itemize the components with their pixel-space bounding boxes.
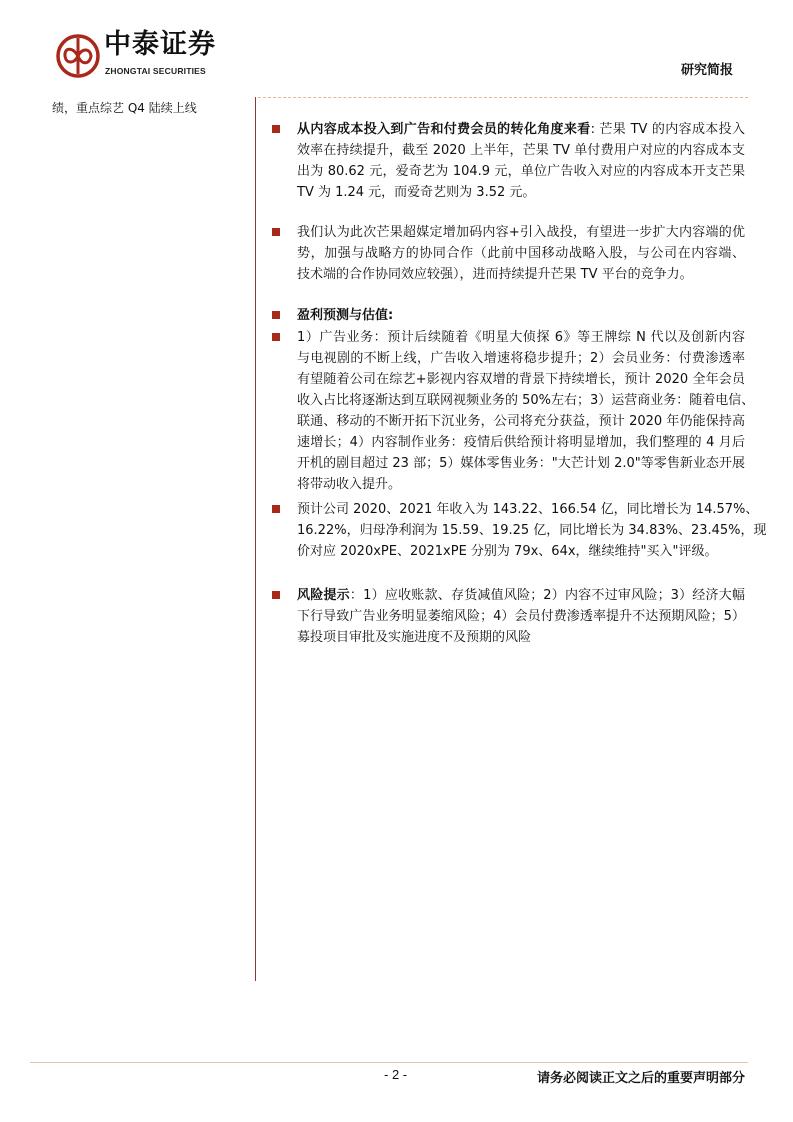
bullet-icon	[272, 228, 280, 236]
footer-disclaimer: 请务必阅读正文之后的重要声明部分	[536, 1071, 745, 1086]
bullet-icon	[272, 125, 280, 133]
bullet-icon	[272, 311, 280, 319]
text-line: 预计公司 2020、2021 年收入为 143.22、166.54 亿，同比增长为 14.57%、	[297, 502, 759, 517]
text-line: 收入占比将逐渐达到互联网视频业务的 50%左右；3）运营商业务：随着电信、	[297, 393, 755, 408]
footer-divider	[30, 1062, 748, 1063]
text-line: ：1）应收账款、存货减值风险；2）内容不过审风险；3）经济大幅	[349, 588, 745, 603]
logo-english-name: ZHONGTAI SECURITIES	[105, 66, 206, 76]
paragraph-heading: 风险提示	[297, 588, 350, 603]
zhongtai-logo-icon	[56, 34, 100, 78]
text-line: 下行导致广告业务明显萎缩风险；4）会员付费渗透率提升不达预期风险；5）	[297, 609, 745, 624]
text-line: 我们认为此次芒果超媒定增加码内容+引入战投，有望进一步扩大内容端的优	[297, 225, 745, 240]
text-line: : 芒果 TV 的内容成本投入	[590, 122, 745, 137]
side-column-text: 绩，重点综艺 Q4 陆续上线	[52, 101, 197, 115]
text-line: 技术端的合作协同效应较强），进而持续提升芒果 TV 平台的竞争力。	[297, 267, 693, 282]
text-line: 价对应 2020xPE、2021xPE 分别为 79x、64x，继续维持"买入"评级。	[297, 544, 718, 559]
page-number: - 2 -	[384, 1067, 408, 1082]
section-forecast-heading	[272, 305, 745, 326]
text-line: TV 为 1.24 元，而爱奇艺则为 3.52 元。	[297, 185, 536, 200]
paragraph-business-forecast	[272, 327, 755, 495]
text-line: 有望随着公司在综艺+影视内容双增的背景下持续增长，预计 2020 全年会员	[297, 372, 745, 387]
logo-chinese-name: 中泰证券	[104, 29, 216, 60]
text-line: 联通、移动的不断开拓下沉业务，公司将充分获益，预计 2020 年仍能保持高	[297, 414, 745, 429]
text-line: 势，加强与战略方的协同合作（此前中国移动战略入股，与公司在内容端、	[297, 246, 745, 261]
section-heading: 盈利预测与估值:	[297, 308, 394, 323]
paragraph-heading: 从内容成本投入到广告和付费会员的转化角度来看	[297, 122, 591, 137]
report-type: 研究简报	[680, 63, 733, 78]
text-line: 将带动收入提升。	[297, 477, 402, 492]
text-line: 效率在持续提升，截至 2020 上半年，芒果 TV 单付费用户对应的内容成本支	[297, 143, 745, 158]
text-line: 速增长；4）内容制作业务：疫情后供给预计将明显增加，我们整理的 4 月后	[297, 435, 745, 450]
paragraph-earnings-forecast	[272, 499, 767, 562]
text-line: 1）广告业务：预计后续随着《明星大侦探 6》等王牌综 N 代以及创新内容	[297, 330, 745, 345]
column-divider	[255, 97, 256, 981]
bullet-icon	[272, 333, 280, 341]
text-line: 出为 80.62 元，爱奇艺为 104.9 元，单位广告收入对应的内容成本开支芒果	[297, 164, 745, 179]
paragraph-content-cost	[272, 119, 745, 203]
company-logo	[56, 30, 241, 80]
bullet-icon	[272, 505, 280, 513]
header-divider	[258, 97, 748, 98]
paragraph-strategic-view	[272, 222, 745, 285]
text-line: 募投项目审批及实施进度不及预期的风险	[297, 630, 532, 645]
paragraph-risk-warning	[272, 585, 745, 648]
text-line: 16.22%，归母净利润为 15.59、19.25 亿，同比增长为 34.83%、23.45%，现	[297, 523, 767, 538]
bullet-icon	[272, 591, 280, 599]
text-line: 开机的剧目超过 23 部；5）媒体零售业务："大芒计划 2.0"等零售新业态开展	[297, 456, 745, 471]
text-line: 与电视剧的不断上线，广告收入增速将稳步提升；2）会员业务：付费渗透率	[297, 351, 745, 366]
